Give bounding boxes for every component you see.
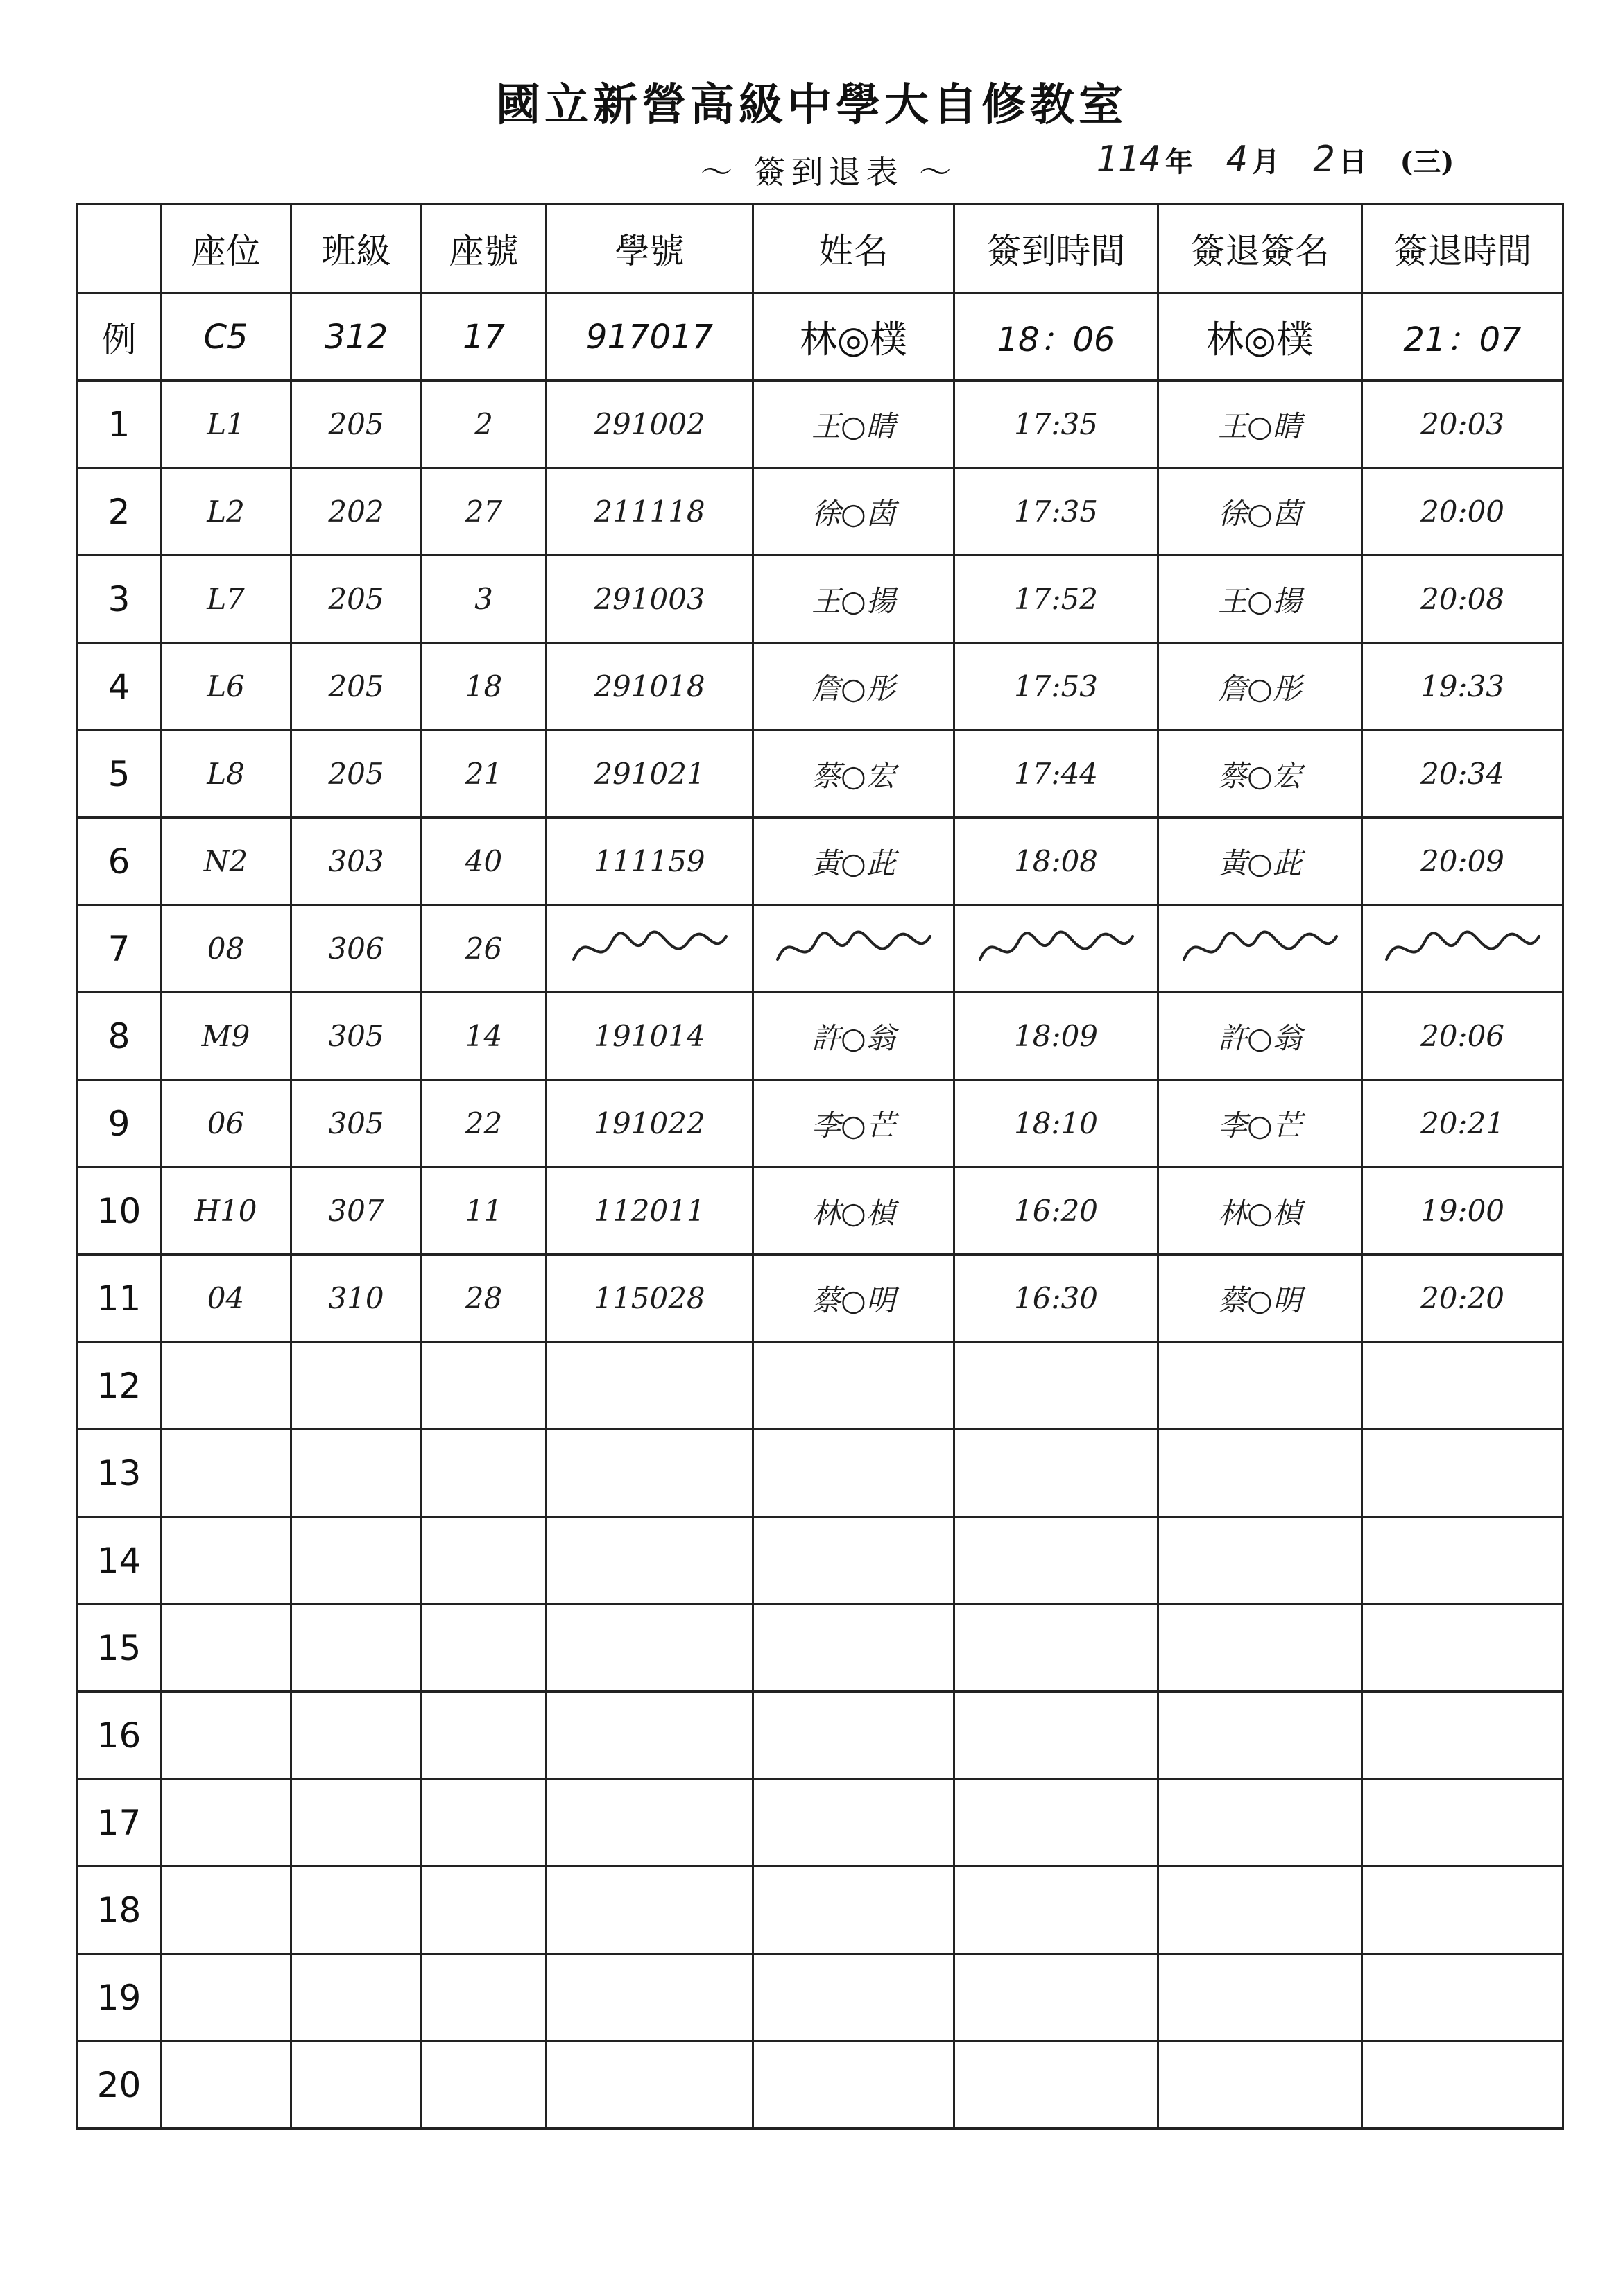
row-index: 15 <box>78 1604 161 1692</box>
cell-sign-in <box>954 2041 1158 2129</box>
cell-sign-out-name: 許○翁 <box>1158 993 1362 1080</box>
row-index: 20 <box>78 2041 161 2129</box>
cell-student-id <box>547 1692 753 1779</box>
cell-seat <box>161 1342 291 1430</box>
cell-name: 許○翁 <box>753 993 954 1080</box>
row-index: 16 <box>78 1692 161 1779</box>
col-header-sign-out-signature: 簽退簽名 <box>1158 204 1362 293</box>
cell-seat: L6 <box>161 643 291 730</box>
cell-student-id: 291021 <box>547 730 753 818</box>
cell-sign-out <box>1362 2041 1563 2129</box>
cell-sign-out <box>1362 1342 1563 1430</box>
cell-seat <box>161 1604 291 1692</box>
cell-name <box>753 2041 954 2129</box>
row-index: 7 <box>78 905 161 993</box>
cell-sign-out: 21：07 <box>1362 293 1563 381</box>
cell-seat <box>161 1517 291 1604</box>
cell-student-id: 115028 <box>547 1255 753 1342</box>
table-row <box>78 1867 1563 1954</box>
row-index: 1 <box>78 381 161 468</box>
cell-sign-out-name <box>1158 2041 1362 2129</box>
table-row <box>78 1692 1563 1779</box>
cell-class: 306 <box>291 905 422 993</box>
table-row <box>78 1779 1563 1867</box>
cell-sign-in <box>954 1779 1158 1867</box>
cell-seat <box>161 1779 291 1867</box>
cell-seat: N2 <box>161 818 291 905</box>
cell-sign-in <box>954 1692 1158 1779</box>
col-header-seat: 座位 <box>161 204 291 293</box>
cell-class: 305 <box>291 993 422 1080</box>
date-month: 4 <box>1226 139 1248 180</box>
cell-student-id: 291002 <box>547 381 753 468</box>
table-row <box>78 2041 1563 2129</box>
cell-sign-in <box>954 1954 1158 2041</box>
cell-name: 徐○茵 <box>753 468 954 556</box>
cell-class <box>291 1692 422 1779</box>
cell-number <box>422 1430 547 1517</box>
cell-number: 2 <box>422 381 547 468</box>
row-index: 3 <box>78 556 161 643</box>
cell-student-id <box>547 1342 753 1430</box>
table-row <box>78 1080 1563 1167</box>
row-index: 例 <box>78 293 161 381</box>
cell-student-id: 291003 <box>547 556 753 643</box>
cell-sign-in: 16:20 <box>954 1167 1158 1255</box>
date-year-label: 年 <box>1165 146 1193 178</box>
cell-name: 詹○彤 <box>753 643 954 730</box>
date-year: 114 <box>1096 139 1161 180</box>
cell-seat: 04 <box>161 1255 291 1342</box>
cell-student-id-scribble <box>547 905 753 993</box>
cell-student-id: 191022 <box>547 1080 753 1167</box>
date-month-label: 月 <box>1252 146 1280 178</box>
cell-sign-out <box>1362 1517 1563 1604</box>
cell-name: 蔡○明 <box>753 1255 954 1342</box>
cell-class <box>291 1867 422 1954</box>
cell-sign-out-name <box>1158 1517 1362 1604</box>
cell-student-id <box>547 1779 753 1867</box>
cell-sign-out-name: 林◎樸 <box>1158 293 1362 381</box>
cell-seat <box>161 1692 291 1779</box>
cell-student-id: 211118 <box>547 468 753 556</box>
form-subtitle: ～ 簽到退表 ～ <box>701 153 957 191</box>
table-row <box>78 905 1563 993</box>
cell-name: 林◎樸 <box>753 293 954 381</box>
cell-student-id <box>547 1954 753 2041</box>
row-index: 6 <box>78 818 161 905</box>
cell-seat: L7 <box>161 556 291 643</box>
cell-sign-out-name: 黃○茈 <box>1158 818 1362 905</box>
table-row <box>78 468 1563 556</box>
cell-number: 27 <box>422 468 547 556</box>
cell-sign-in: 18:08 <box>954 818 1158 905</box>
cell-class: 205 <box>291 643 422 730</box>
cell-class: 202 <box>291 468 422 556</box>
cell-seat: H10 <box>161 1167 291 1255</box>
table-row <box>78 556 1563 643</box>
cell-sign-out-name-scribble <box>1158 905 1362 993</box>
col-header-number: 座號 <box>422 204 547 293</box>
cell-student-id: 111159 <box>547 818 753 905</box>
cell-number: 21 <box>422 730 547 818</box>
cell-sign-out-name: 蔡○明 <box>1158 1255 1362 1342</box>
col-header-name: 姓名 <box>753 204 954 293</box>
cell-student-id <box>547 1867 753 1954</box>
cell-sign-out-name <box>1158 1430 1362 1517</box>
cell-class: 310 <box>291 1255 422 1342</box>
cell-seat: L2 <box>161 468 291 556</box>
cell-class: 205 <box>291 381 422 468</box>
cell-sign-out-name <box>1158 1604 1362 1692</box>
cell-sign-in: 17:52 <box>954 556 1158 643</box>
cell-number: 22 <box>422 1080 547 1167</box>
cell-sign-in <box>954 1604 1158 1692</box>
cell-seat: C5 <box>161 293 291 381</box>
cell-number: 14 <box>422 993 547 1080</box>
cell-name <box>753 1342 954 1430</box>
cell-name <box>753 1779 954 1867</box>
cell-class: 205 <box>291 556 422 643</box>
cell-sign-in: 17:53 <box>954 643 1158 730</box>
cell-name <box>753 1692 954 1779</box>
cell-number <box>422 1692 547 1779</box>
cell-name: 林○楨 <box>753 1167 954 1255</box>
row-index: 19 <box>78 1954 161 2041</box>
table-row <box>78 730 1563 818</box>
form-date <box>1096 139 1477 180</box>
cell-number <box>422 1867 547 1954</box>
cell-class <box>291 1342 422 1430</box>
cell-sign-out <box>1362 1692 1563 1779</box>
cell-student-id: 291018 <box>547 643 753 730</box>
table-row <box>78 1954 1563 2041</box>
cell-sign-in-scribble <box>954 905 1158 993</box>
cell-seat: 08 <box>161 905 291 993</box>
row-index: 13 <box>78 1430 161 1517</box>
row-index: 9 <box>78 1080 161 1167</box>
cell-number: 3 <box>422 556 547 643</box>
cell-sign-out: 20:09 <box>1362 818 1563 905</box>
cell-sign-out: 20:20 <box>1362 1255 1563 1342</box>
cell-student-id <box>547 2041 753 2129</box>
cell-seat: L8 <box>161 730 291 818</box>
cell-sign-out <box>1362 1604 1563 1692</box>
cell-sign-out-name <box>1158 1954 1362 2041</box>
cell-sign-out-name <box>1158 1867 1362 1954</box>
cell-sign-out: 20:03 <box>1362 381 1563 468</box>
date-day-label: 日 <box>1339 146 1367 178</box>
cell-sign-out <box>1362 1954 1563 2041</box>
cell-student-id <box>547 1604 753 1692</box>
cell-number <box>422 1954 547 2041</box>
cell-number: 40 <box>422 818 547 905</box>
cell-sign-out-name: 王○睛 <box>1158 381 1362 468</box>
cell-name: 王○揚 <box>753 556 954 643</box>
cell-sign-out: 20:00 <box>1362 468 1563 556</box>
cell-class: 305 <box>291 1080 422 1167</box>
cell-sign-out: 20:21 <box>1362 1080 1563 1167</box>
cell-sign-in <box>954 1517 1158 1604</box>
col-header-sign-in-time: 簽到時間 <box>954 204 1158 293</box>
cell-sign-in <box>954 1342 1158 1430</box>
row-index: 2 <box>78 468 161 556</box>
table-row <box>78 1517 1563 1604</box>
cell-name: 蔡○宏 <box>753 730 954 818</box>
cell-number: 28 <box>422 1255 547 1342</box>
cell-sign-out <box>1362 1779 1563 1867</box>
table-row <box>78 1255 1563 1342</box>
cell-seat: L1 <box>161 381 291 468</box>
cell-sign-out: 19:00 <box>1362 1167 1563 1255</box>
table-row <box>78 818 1563 905</box>
cell-sign-out-name: 林○楨 <box>1158 1167 1362 1255</box>
row-index: 10 <box>78 1167 161 1255</box>
cell-class: 303 <box>291 818 422 905</box>
cell-class <box>291 1430 422 1517</box>
cell-sign-in: 17:35 <box>954 468 1158 556</box>
cell-sign-out-name <box>1158 1692 1362 1779</box>
cell-sign-in: 18:10 <box>954 1080 1158 1167</box>
cell-student-id: 917017 <box>547 293 753 381</box>
cell-sign-out: 20:08 <box>1362 556 1563 643</box>
cell-name: 王○睛 <box>753 381 954 468</box>
cell-class <box>291 1779 422 1867</box>
table-row <box>78 381 1563 468</box>
cell-sign-in <box>954 1867 1158 1954</box>
cell-sign-out: 19:33 <box>1362 643 1563 730</box>
cell-number: 26 <box>422 905 547 993</box>
cell-name-scribble <box>753 905 954 993</box>
cell-name <box>753 1517 954 1604</box>
cell-seat <box>161 1954 291 2041</box>
cell-sign-out-name: 王○揚 <box>1158 556 1362 643</box>
cell-name <box>753 1604 954 1692</box>
table-row <box>78 1342 1563 1430</box>
cell-student-id <box>547 1430 753 1517</box>
cell-sign-out: 20:34 <box>1362 730 1563 818</box>
cell-number <box>422 1604 547 1692</box>
table-row <box>78 1430 1563 1517</box>
col-header-index <box>78 204 161 293</box>
cell-student-id: 191014 <box>547 993 753 1080</box>
row-index: 12 <box>78 1342 161 1430</box>
cell-number <box>422 1779 547 1867</box>
cell-name <box>753 1954 954 2041</box>
cell-sign-in: 17:35 <box>954 381 1158 468</box>
col-header-class: 班級 <box>291 204 422 293</box>
table-row <box>78 1167 1563 1255</box>
col-header-sign-out-time: 簽退時間 <box>1362 204 1563 293</box>
row-index: 8 <box>78 993 161 1080</box>
cell-name <box>753 1867 954 1954</box>
cell-sign-in: 18:09 <box>954 993 1158 1080</box>
cell-student-id: 112011 <box>547 1167 753 1255</box>
cell-number: 17 <box>422 293 547 381</box>
sign-in-table <box>76 203 1564 2130</box>
date-weekday: (三) <box>1400 146 1454 178</box>
table-row <box>78 993 1563 1080</box>
cell-sign-out: 20:06 <box>1362 993 1563 1080</box>
cell-sign-out-name: 詹○彤 <box>1158 643 1362 730</box>
row-index: 14 <box>78 1517 161 1604</box>
row-index: 18 <box>78 1867 161 1954</box>
table-row <box>78 643 1563 730</box>
table-row <box>78 1604 1563 1692</box>
cell-sign-out <box>1362 1867 1563 1954</box>
cell-class: 312 <box>291 293 422 381</box>
row-index: 5 <box>78 730 161 818</box>
cell-number <box>422 1342 547 1430</box>
row-index: 11 <box>78 1255 161 1342</box>
cell-seat: M9 <box>161 993 291 1080</box>
col-header-student-id: 學號 <box>547 204 753 293</box>
cell-class <box>291 1954 422 2041</box>
cell-seat: 06 <box>161 1080 291 1167</box>
cell-sign-in: 17:44 <box>954 730 1158 818</box>
cell-number: 18 <box>422 643 547 730</box>
cell-seat <box>161 1867 291 1954</box>
cell-class <box>291 1517 422 1604</box>
cell-sign-out-name <box>1158 1342 1362 1430</box>
cell-number: 11 <box>422 1167 547 1255</box>
cell-sign-out-name: 李○芒 <box>1158 1080 1362 1167</box>
cell-sign-in: 18：06 <box>954 293 1158 381</box>
cell-seat <box>161 1430 291 1517</box>
cell-name: 黃○茈 <box>753 818 954 905</box>
cell-class: 205 <box>291 730 422 818</box>
cell-sign-out <box>1362 1430 1563 1517</box>
cell-sign-out-name <box>1158 1779 1362 1867</box>
cell-number <box>422 2041 547 2129</box>
cell-sign-out-scribble <box>1362 905 1563 993</box>
cell-class <box>291 1604 422 1692</box>
cell-name <box>753 1430 954 1517</box>
cell-student-id <box>547 1517 753 1604</box>
cell-seat <box>161 2041 291 2129</box>
cell-sign-out-name: 蔡○宏 <box>1158 730 1362 818</box>
table-header-row <box>78 204 1563 293</box>
cell-name: 李○芒 <box>753 1080 954 1167</box>
cell-sign-in: 16:30 <box>954 1255 1158 1342</box>
cell-number <box>422 1517 547 1604</box>
row-index: 4 <box>78 643 161 730</box>
example-row <box>78 293 1563 381</box>
cell-class: 307 <box>291 1167 422 1255</box>
date-day: 2 <box>1313 139 1335 180</box>
row-index: 17 <box>78 1779 161 1867</box>
cell-sign-out-name: 徐○茵 <box>1158 468 1362 556</box>
cell-class <box>291 2041 422 2129</box>
page-title: 國立新營高級中學大自修教室 <box>496 79 1127 131</box>
cell-sign-in <box>954 1430 1158 1517</box>
